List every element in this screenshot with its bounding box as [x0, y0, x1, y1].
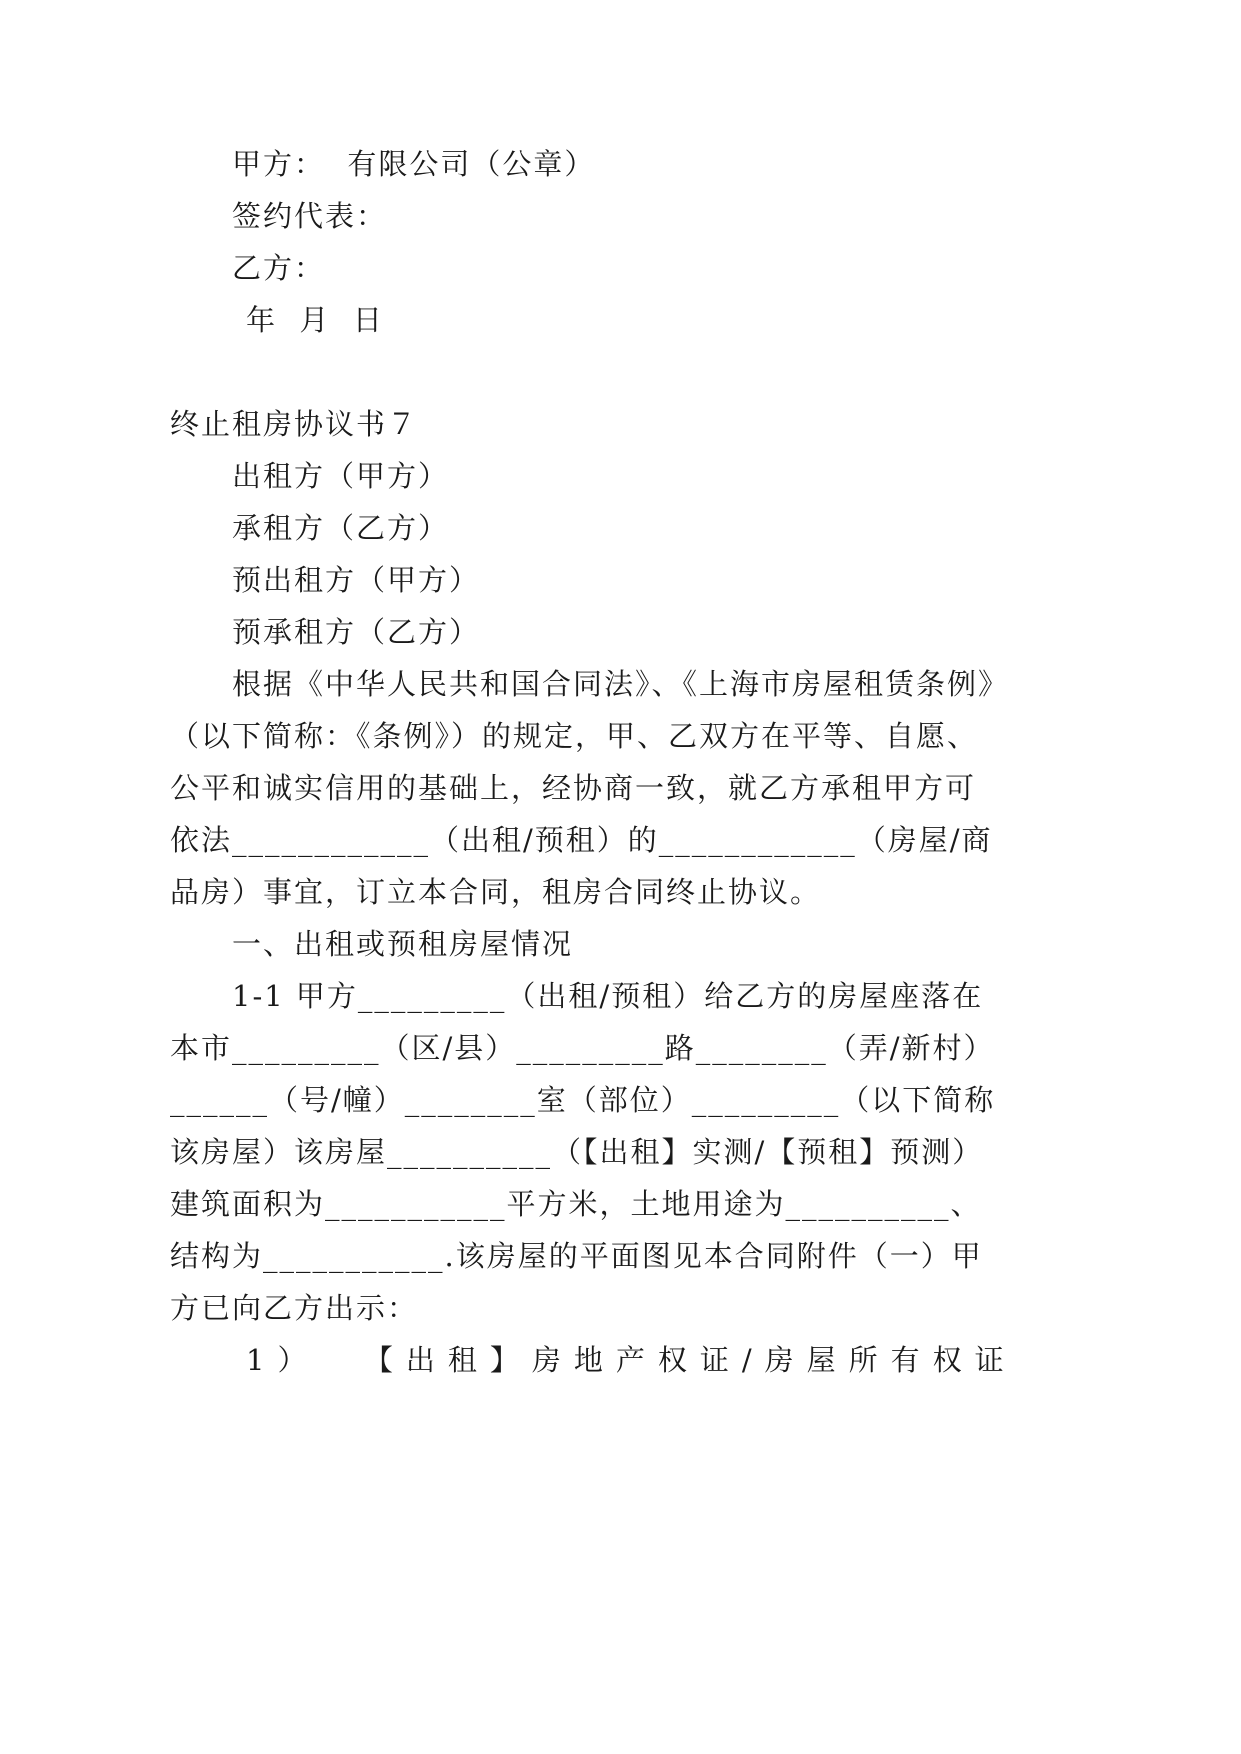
section-body-line: 本市_________（区/县）_________路________（弄/新村）: [170, 1031, 995, 1065]
representative-signature: 签约代表：: [232, 199, 388, 233]
agreement-title: 终止租房协议书７: [170, 407, 419, 441]
section-body-line: 1-1 甲方_________（出租/预租）给乙方的房屋座落在: [232, 979, 984, 1013]
party-line: 预承租方（乙方）: [232, 615, 481, 649]
list-item: 1） 【出租】房地产权证/房屋所有权证: [246, 1343, 1017, 1377]
party-a-signature: 甲方： 有限公司（公章）: [232, 147, 596, 181]
section-body-line: 建筑面积为___________平方米，土地用途为__________、: [170, 1187, 982, 1221]
signature-date: 年 月 日: [246, 303, 384, 337]
party-b-signature: 乙方：: [232, 251, 326, 285]
intro-paragraph-line: （以下简称：《条例》）的规定，甲、乙双方在平等、自愿、: [170, 719, 979, 753]
party-line: 预出租方（甲方）: [232, 563, 481, 597]
section-heading: 一、出租或预租房屋情况: [232, 927, 574, 961]
party-line: 出租方（甲方）: [232, 459, 450, 493]
section-body-line: ______（号/幢）________室（部位）_________（以下简称: [170, 1083, 996, 1117]
party-line: 承租方（乙方）: [232, 511, 450, 545]
intro-paragraph-line: 根据《中华人民共和国合同法》、《上海市房屋租赁条例》: [232, 667, 1010, 701]
section-body-line: 该房屋）该房屋__________（【出租】实测/【预租】预测）: [170, 1135, 984, 1169]
section-body-line: 方已向乙方出示：: [170, 1291, 419, 1325]
intro-paragraph-line: 依法____________（出租/预租）的____________（房屋/商: [170, 823, 993, 857]
intro-paragraph-line: 公平和诚实信用的基础上，经协商一致，就乙方承租甲方可: [170, 771, 977, 805]
section-body-line: 结构为___________.该房屋的平面图见本合同附件（一）甲: [170, 1239, 983, 1273]
intro-paragraph-line: 品房）事宜，订立本合同，租房合同终止协议。: [170, 875, 822, 909]
